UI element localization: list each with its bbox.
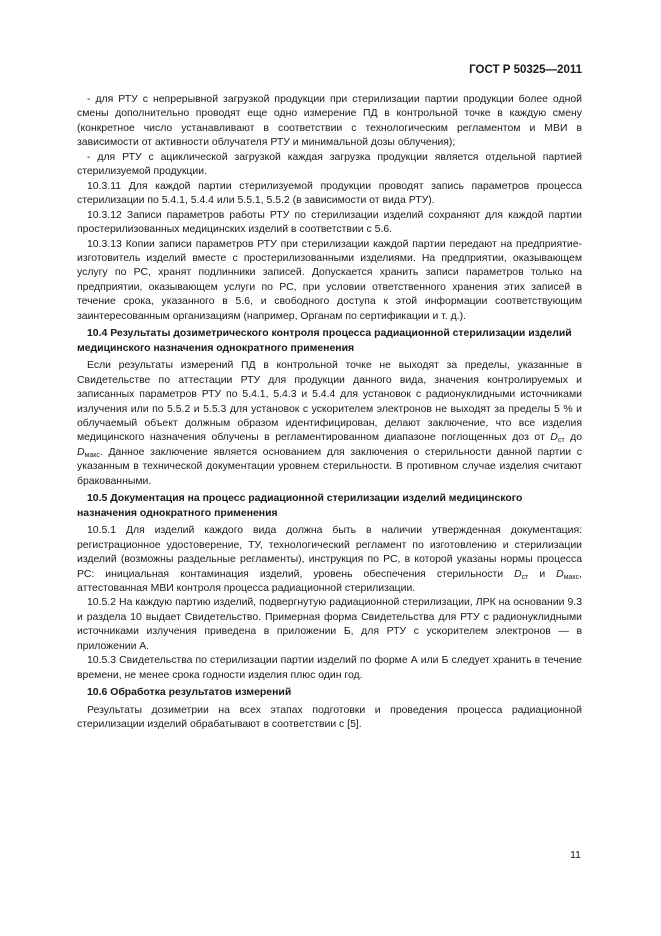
paragraph: 10.5.3 Свидетельства по стерилизации партии изделий по форме А или Б следует хранить в течение времени, не менее срока годности изделия плюс один год. (77, 655, 582, 681)
document-body (77, 93, 582, 732)
symbol: D (550, 432, 558, 444)
paragraph (77, 524, 582, 596)
section-heading: 10.4 Результаты дозиметрического контроля процесса радиационной стерилизации изделий медицинского назначения однократного применения (77, 328, 572, 354)
symbol: D (556, 568, 564, 580)
text-run: 10.5.1 Для изделий каждого вида должна быть в наличии утвержденная документация: регистрационное удостоверение, ТУ, технологический регламент по изготовлению и стерилизации изделий (возможны раздельные регламенты), инструкция по РС, в которой указаны нормы процесса РС: инициальная контаминация изделий, уровень обеспечения стерильности (77, 525, 582, 580)
text-run: и (528, 568, 557, 580)
paragraph: 10.5.2 На каждую партию изделий, подвергнутую радиационной стерилизации, ЛРК на основании 9.3 и раздела 10 выдает Свидетельство. Примерная форма Свидетельства для РТУ с радионуклидными источниками излучения приведена в приложении Б, для РТУ с ускорителем электронов — в приложении А. (77, 597, 582, 652)
paragraph: 10.3.13 Копии записи параметров РТУ при стерилизации каждой партии передают на предприятие-изготовитель изделий вместе с простерилизованными изделиями. На предприятии, оказывающем услугу по РС, хранят подлинники записей. Допускается хранить записи параметров только на предприятии, оказывающем услуги по РС, при условии ответственного хранения этих записей в течение срока, указанного в 5.6, и свободного доступа к этой информации соответствующим заинтересованным организациям (например, Органам по сертификации и т. д.). (77, 238, 582, 322)
symbol: D (77, 446, 85, 458)
paragraph: - для РТУ с ациклической загрузкой каждая загрузка продукции является отдельной партией стерилизуемой продукции. (77, 151, 582, 178)
subscript: ст (521, 573, 529, 581)
text-run: Если результаты измерений ПД в контрольной точке не выходят за пределы, указанные в Свидетельстве по аттестации РТУ для продукции данного вида, значения контролируемых и записанных параметров РТУ по 5.4.1, 5.4.3 и 5.4.4 для установок с радионуклидными источниками излучения или по 5.5.2 и 5.5.3 для установок с ускорителем электронов не выходят за пределы 5 % и облучаемый объект должным образом идентифицирован, делают заключение, что все изделия медицинского назначения облучены в регламентированном диапазоне поглощенных доз от (77, 360, 582, 444)
paragraph: - для РТУ с непрерывной загрузкой продукции при стерилизации партии продукции более одной смены дополнительно проводят еще одно измерение ПД в контрольной точке в каждую смену (конкретное число устанавливают в соответствии с технологическим регламентом и МВИ в зависимости от активности облучателя РТУ и минимальной дозы облучения); (77, 94, 582, 149)
subscript: макс (84, 451, 100, 459)
text-run: , аттестованная МВИ контроля процесса радиационной стерилизации. (77, 568, 582, 594)
paragraph: Результаты дозиметрии на всех этапах подготовки и проведения процесса радиационной стерилизации изделий обрабатывают в соответствии с [5]. (77, 704, 582, 731)
section-heading: 10.5 Документация на процесс радиационной стерилизации изделий медицинского назначения однократного применения (77, 493, 523, 519)
paragraph: 10.3.11 Для каждой партии стерилизуемой продукции проводят запись параметров процесса стерилизации по 5.4.1, 5.4.4 или 5.5.1, 5.5.2 (в зависимости от вида РТУ). (77, 180, 582, 207)
subscript: макс (563, 573, 580, 581)
section-heading: 10.6 Обработка результатов измерений (87, 687, 292, 699)
text-run: . Данное заключение является основанием для заключения о стерильности данной партии с указанным в технической документации уровнем стерильности. В противном случае изделия считают бракованными. (77, 446, 582, 487)
page-number: 11 (570, 849, 581, 861)
document-header: ГОСТ Р 50325—2011 (469, 64, 582, 76)
subscript: ст (557, 437, 565, 445)
symbol: D (514, 568, 522, 580)
text-run: до (564, 432, 582, 444)
paragraph (77, 359, 582, 489)
paragraph: 10.3.12 Записи параметров работы РТУ по стерилизации изделий сохраняют для каждой партии простерилизованных медицинских изделий в соответствии с 5.6. (77, 209, 582, 236)
